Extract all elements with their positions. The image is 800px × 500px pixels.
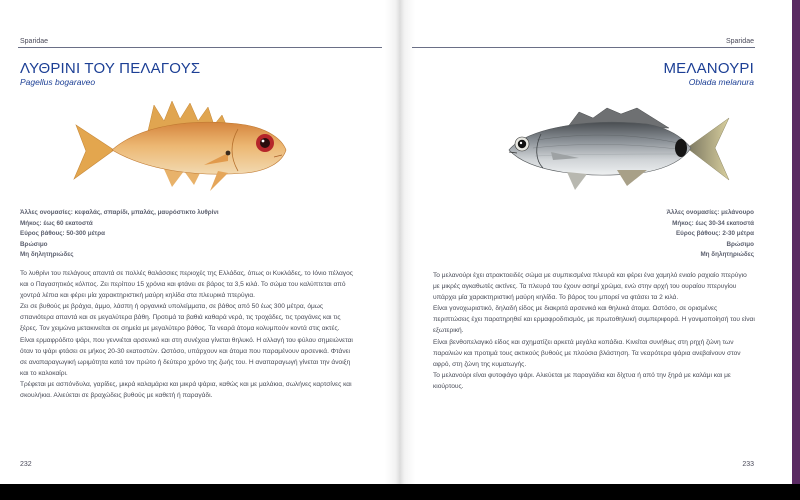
description-paragraph: Το λυθρίνι του πελάγους απαντά σε πολλές θαλάσσιες περιοχές της Ελλάδας, όπως οι Κυκλάδες, το Ιόνιο πέλαγος και ο Παγασητικός κόλπος. Ζει περίπου 15 χρόνια και φτάνει σε βάρος τα 3,5 κιλά. Το σώμα του καλύπτεται από χοντρά λέπια και φέρει μία χαρακτηριστική μαύρη κηλίδα στα πλευρικά πτερύγια. [20, 270, 353, 300]
red-pandora-fish-image [68, 95, 296, 195]
species-latin-left: Pagellus bogaraveo [20, 77, 96, 87]
info-depth-range: Εύρος βάθους: 50-300 μέτρα [20, 230, 106, 238]
info-non-poisonous: Μη δηλητηριώδες [700, 251, 754, 259]
page-number-right: 233 [742, 461, 754, 468]
species-title-left: ΛΥΘΡΙΝΙ ΤΟΥ ΠΕΛΑΓΟΥΣ [20, 60, 201, 77]
species-description-right [433, 270, 755, 392]
right-page [405, 0, 792, 484]
species-info-right [666, 208, 754, 261]
description-paragraph: Είναι βενθοπελαγικό είδος και σχηματίζει αρκετά μεγάλα κοπάδια. Κινείται συνήθως στη ρηχή ζώνη των παραλιών και προτιμά τους ακτικούς βυθούς με πλούσια βλάστηση. Τα νεαρότερα ψάρια ανεβαίνουν στον αφρό, στη ζώνη της κυματωγής. [433, 338, 741, 368]
running-head-right: Sparidae [725, 38, 754, 45]
species-title-right: ΜΕΛΑΝΟΥΡΙ [663, 60, 754, 77]
description-paragraph: Το μελανούρι έχει ατρακτοειδές σώμα με συμπιεσμένα πλευρά και φέρει ένα χαμηλό ενιαίο ραχιαίο πτερύγιο με μικρές αγκαθωτές ακτίνες. Τα πλευρά του έχουν ασημί χρώμα, ενώ στην αρχή του ουραίου πτερυγίου υπάρχει μία χαρακτηριστική μαύρη κηλίδα. Το βάρος του μπορεί να φτάσει τα 2 κιλά. [433, 272, 747, 302]
header-rule-right [412, 47, 755, 48]
bottom-shadow-edge [0, 484, 800, 500]
description-paragraph: Τρέφεται με ασπόνδυλα, γαρίδες, μικρά καλαμάρια και μικρά ψάρια, καθώς και με μαλάκια, σωλήνες καρτσίνες και σκουλήκια. Αλιεύεται σε βραχώδεις βυθούς με καθετή ή παραγάδι. [20, 380, 352, 400]
species-description-left [20, 268, 355, 401]
info-length: Μήκος: έως 60 εκατοστά [20, 219, 93, 227]
species-latin-right: Oblada melanura [688, 77, 754, 87]
header-rule-left [18, 47, 382, 48]
info-edible: Βρώσιμο [20, 240, 48, 248]
info-other-names: Άλλες ονομασίες: μελάνουρο [666, 209, 754, 216]
info-non-poisonous: Μη δηλητηριώδες [20, 251, 74, 259]
running-head-left: Sparidae [20, 38, 49, 45]
species-info-left [20, 208, 219, 261]
page-number-left: 232 [20, 461, 32, 468]
info-other-names: Άλλες ονομασίες: κεφαλάς, σπαρίδι, μπαλάς, μαυρόστικτο λυθρίνι [20, 209, 219, 216]
info-length: Μήκος: έως 30-34 εκατοστά [672, 219, 754, 227]
description-paragraph: Ζει σε βυθούς με βράχια, άμμο, λάσπη ή οργανικά υπολείμματα, σε βάθος από 50 έως 300 μέτρα, όμως σπανιότερα απαντά και σε μεγαλύτερα βάθη. Προτιμά τα βαθιά καθαρά νερά, τις τροχάδες, τις τραγάνες και τις ξέρες. Τον χειμώνα μετακινείται σε σημεία με μεγαλύτερο βάθος. Τα νεαρά άτομα κολυμπούν κοντά στις ακτές. [20, 303, 341, 333]
description-paragraph: Είναι ερμαφρόδιτο ψάρι, που γεννιέται αρσενικό και στη συνέχεια γίνεται θηλυκό. Η αλλαγή του φύλου σημειώνεται όταν το ψάρι φτάσει σε μήκος 20-30 εκατοστών. Ωστόσο, υπάρχουν και άτομα που παραμένουν αρσενικά. Φτάνει σε αναπαραγωγική ωριμότητα κατά τον πρώτο ή δεύτερο χρόνο της ζωής του. Η αναπαραγωγή γίνεται την άνοιξη και το καλοκαίρι. [20, 336, 353, 377]
saddled-seabream-fish-image [497, 98, 735, 194]
info-depth-range: Εύρος βάθους: 2-30 μέτρα [675, 230, 754, 238]
description-paragraph: Είναι γονοχωριστικό, δηλαδή είδος με διακριτά αρσενικά και θηλυκά άτομα. Ωστόσο, σε ορισμένες περιπτώσεις έχει παρατηρηθεί και ερμαφροδιτισμός, με πρωτοθηλυκή συμπεριφορά. Η γονιμοποίησή του είναι εξωτερική. [433, 305, 755, 335]
book-cover-edge [792, 0, 800, 500]
description-paragraph: Το μελανούρι είναι φυτοφάγο ψάρι. Αλιεύεται με παραγάδια και δίχτυα ή από την ξηρά με καλάμι και με κιούρτους. [433, 371, 731, 390]
left-page [0, 0, 395, 484]
info-edible: Βρώσιμο [726, 240, 754, 248]
